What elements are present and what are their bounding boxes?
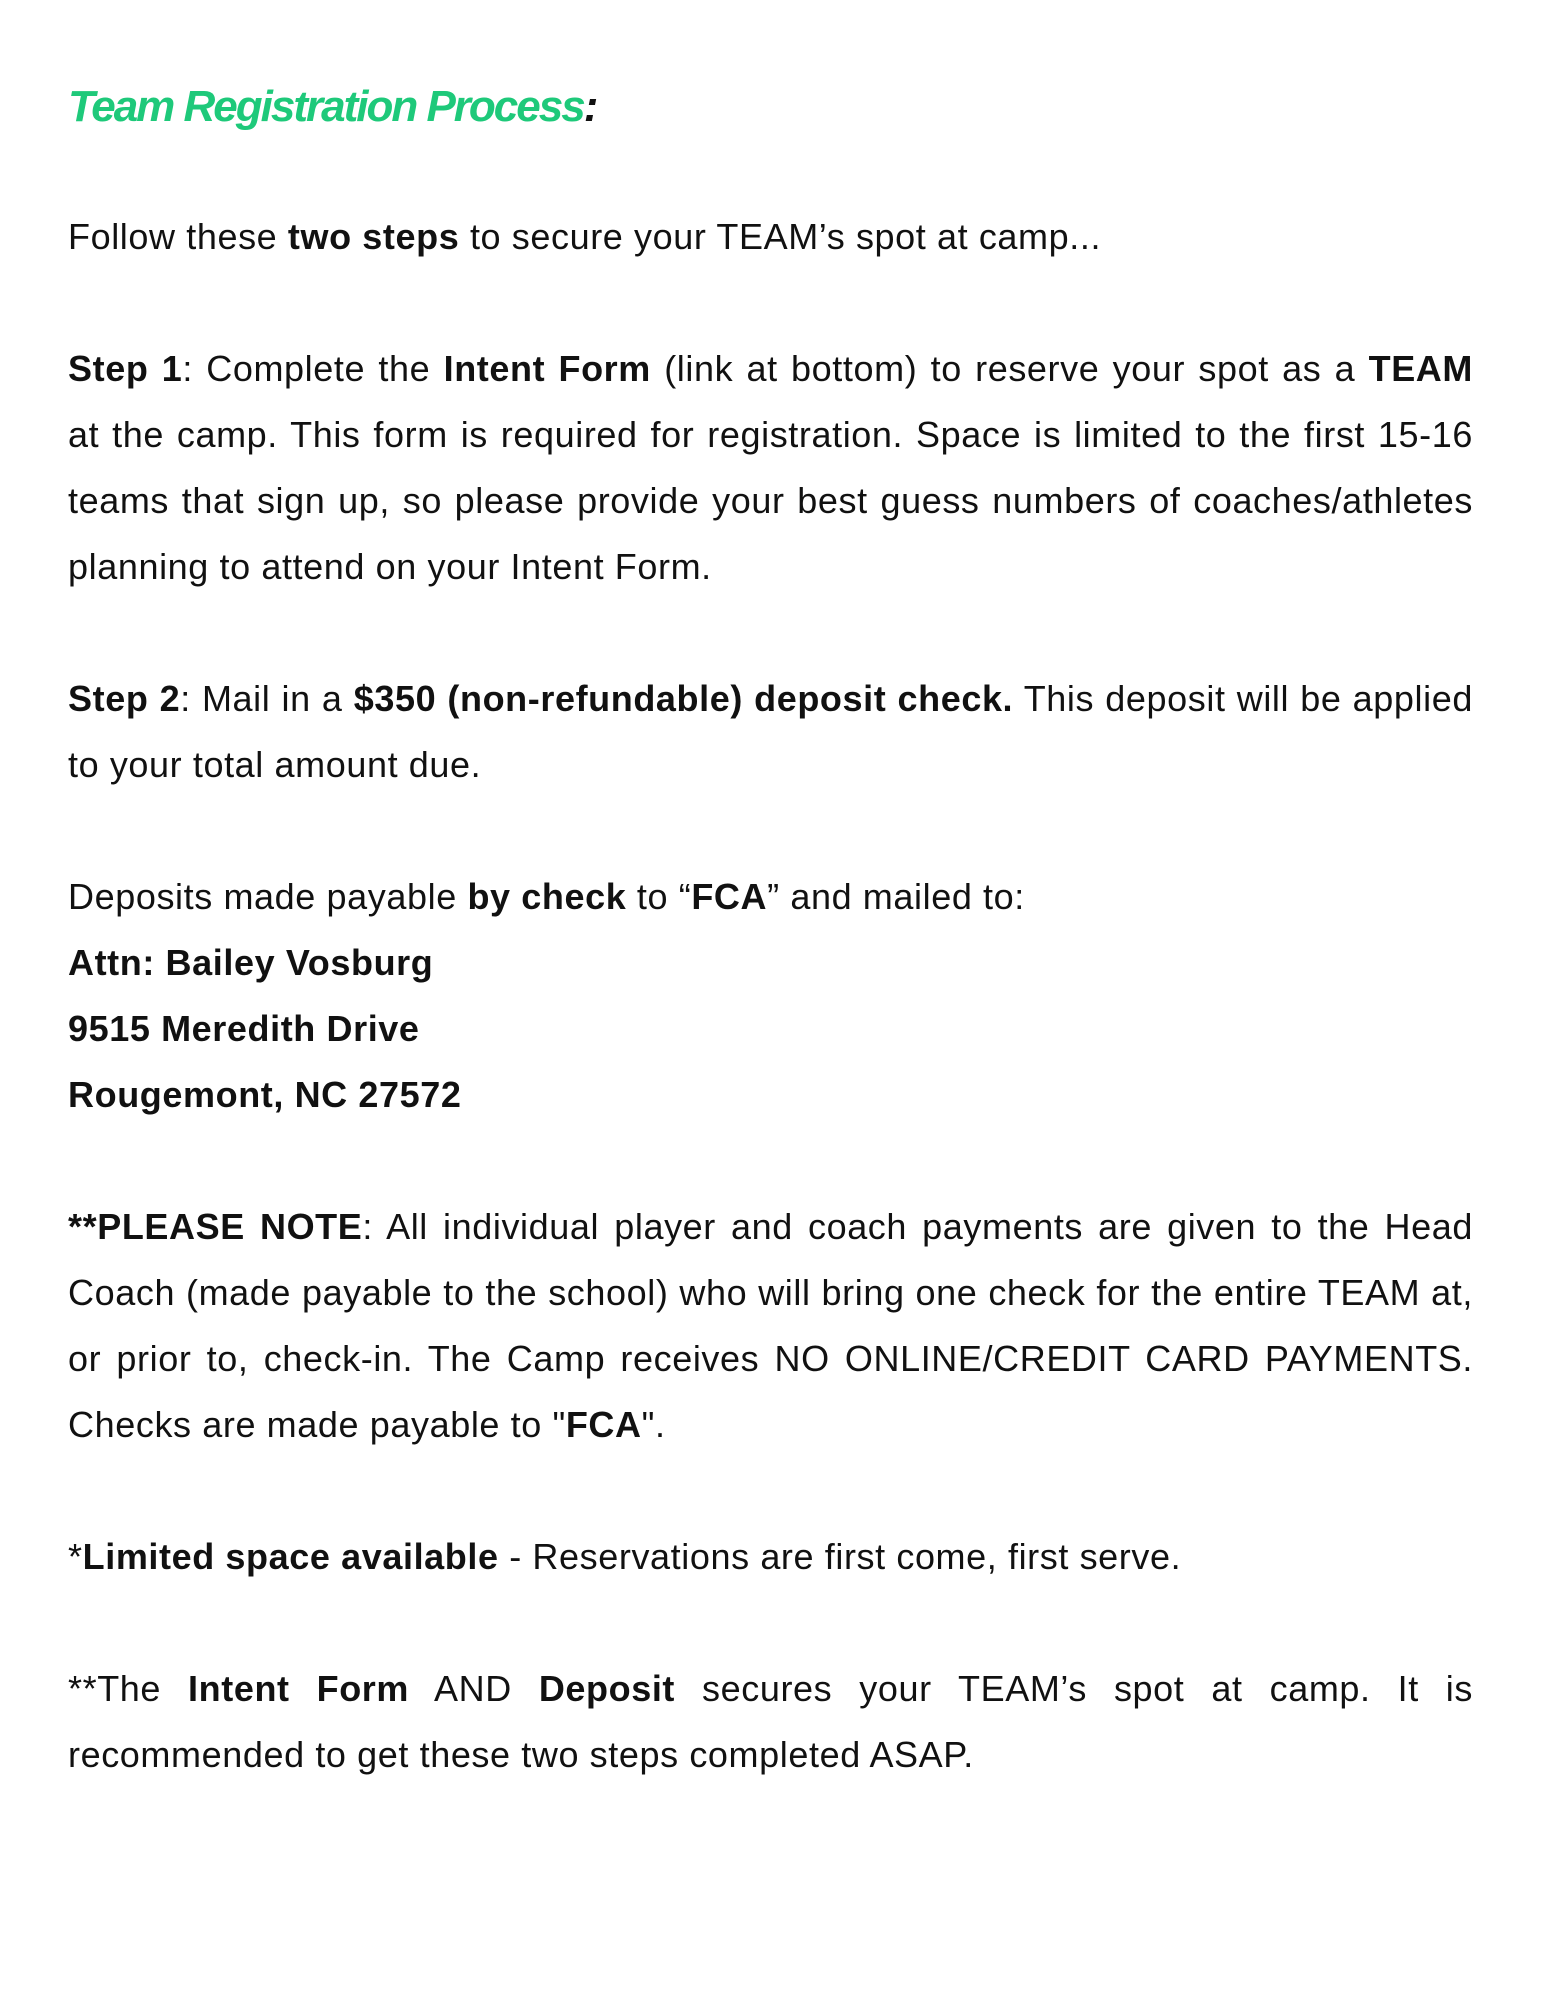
step-1-text-2: (link at bottom) to reserve your spot as a [650, 348, 1369, 389]
team-bold: TEAM [1368, 348, 1473, 389]
intro-text: Follow these [68, 216, 288, 257]
document-page [68, 72, 1473, 1788]
fca-bold: FCA [691, 876, 768, 917]
limited-space-text: - Reservations are first come, first serve. [498, 1536, 1182, 1577]
intent-form-bold: Intent Form [443, 348, 651, 389]
page-title [68, 72, 1473, 142]
step-2-text: : Mail in a [180, 678, 354, 719]
closing-paragraph [68, 1656, 1473, 1788]
limited-space-bold: Limited space available [82, 1536, 499, 1577]
limited-asterisk: * [68, 1536, 83, 1577]
intro-paragraph [68, 204, 1473, 270]
closing-deposit-bold: Deposit [538, 1668, 676, 1709]
step-1-text-3: at the camp. This form is required for registration. Space is limited to the first 15-16 teams that sign up, so please provide your best guess numbers of coaches/athletes planning to attend on your Intent Form. [68, 414, 1473, 587]
closing-intent-form-bold: Intent Form [188, 1668, 410, 1709]
please-note-text-end: ". [641, 1404, 666, 1445]
mailing-address [68, 930, 1473, 1128]
address-attn: Attn: Bailey Vosburg [68, 942, 434, 983]
closing-text-2: AND [409, 1668, 539, 1709]
address-city: Rougemont, NC 27572 [68, 1074, 462, 1115]
please-note-text: : All individual player and coach payments are given to the Head Coach (made payable to the school) who will bring one check for the entire TEAM at, or prior to, check-in. The Camp receives NO ONLINE/CREDIT CARD PAYMENTS. Checks are made payable to " [68, 1206, 1473, 1445]
closing-text: **The [68, 1668, 189, 1709]
title-text: Team Registration Process [68, 82, 584, 131]
step-1-label: Step 1 [68, 348, 183, 389]
step-2-text-2: This deposit will be applied to your total amount due. [68, 678, 1473, 785]
step-2-label: Step 2 [68, 678, 181, 719]
step-1-text: : Complete the [182, 348, 444, 389]
closing-text-3: secures your TEAM’s spot at camp. It is recommended to get these two steps completed ASAP. [68, 1668, 1473, 1775]
limited-space-paragraph [68, 1524, 1473, 1590]
fca-bold-2: FCA [565, 1404, 642, 1445]
intro-text-end: to secure your TEAM’s spot at camp... [459, 216, 1102, 257]
deposit-text-2: to “ [626, 876, 692, 917]
deposit-text-3: ” and mailed to: [767, 876, 1025, 917]
step-1-paragraph [68, 336, 1473, 600]
please-note-paragraph [68, 1194, 1473, 1458]
deposit-text: Deposits made payable [68, 876, 468, 917]
deposit-paragraph [68, 864, 1473, 930]
please-note-label: **PLEASE NOTE [68, 1206, 363, 1247]
by-check-bold: by check [467, 876, 627, 917]
address-street: 9515 Meredith Drive [68, 1008, 420, 1049]
step-2-paragraph [68, 666, 1473, 798]
intro-bold: two steps [287, 216, 460, 257]
deposit-amount-bold: $350 (non-refundable) deposit check. [353, 678, 1014, 719]
title-colon: : [583, 82, 597, 131]
